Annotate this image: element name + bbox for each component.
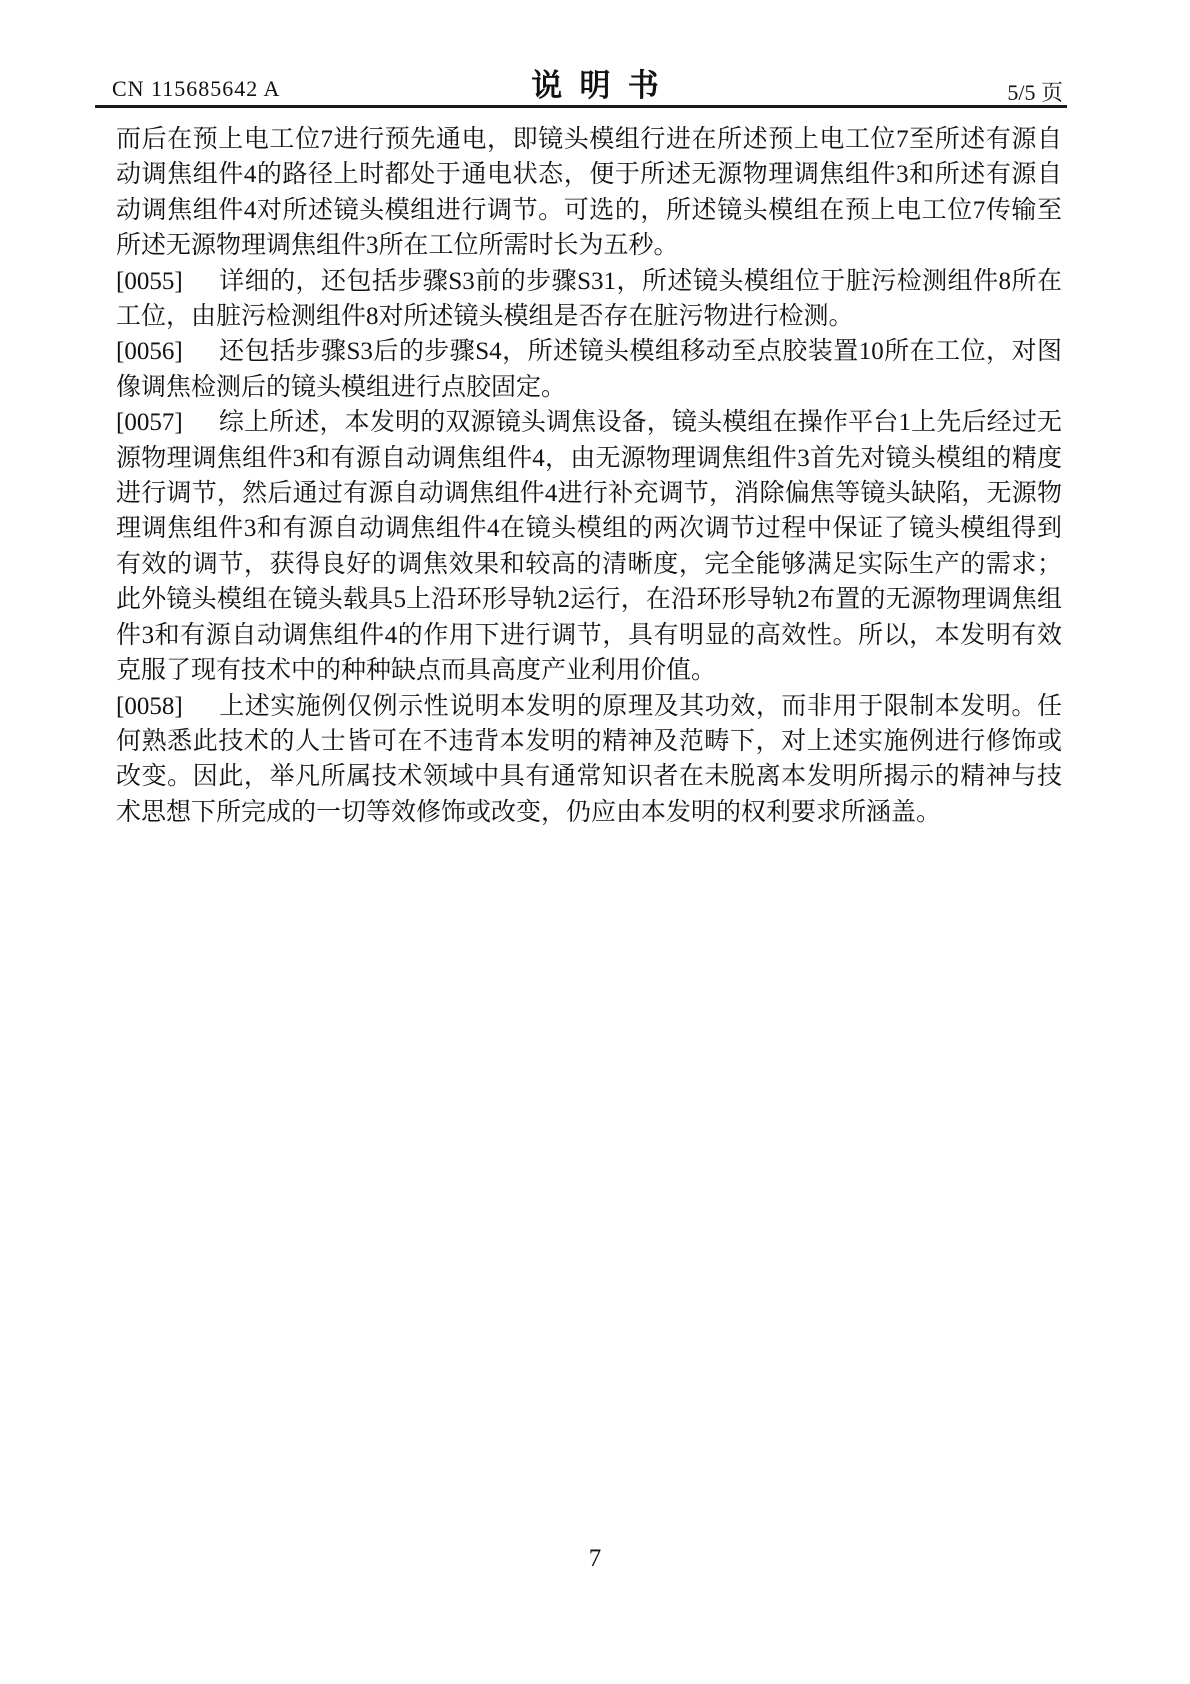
page-title: 说 明 书: [531, 68, 659, 103]
paragraph-text: 综上所述，本发明的双源镜头调焦设备，镜头模组在操作平台1上先后经过无源物理调焦组件3和有源自动调焦组件4，由无源物理调焦组件3首先对镜头模组的精度进行调节，然后通过有源自动调焦组件4进行补充调节，消除偏焦等镜头缺陷，无源物理调焦组件3和有源自动调焦组件4在镜头模组的两次调节过程中保证了镜头模组得到有效的调节，获得良好的调焦效果和较高的清晰度，完全能够满足实际生产的需求；此外镜头模组在镜头载具5上沿环形导轨2运行，在沿环形导轨2布置的无源物理调焦组件3和有源自动调焦组件4的作用下进行调节，具有明显的高效性。所以，本发明有效克服了现有技术中的种种缺点而具高度产业利用价值。: [116, 409, 1062, 685]
paragraph-number: [0056]: [116, 338, 183, 366]
paragraph-text: 还包括步骤S3后的步骤S4，所述镜头模组移动至点胶装置10所在工位，对图像调焦检测后的镜头模组进行点胶固定。: [116, 338, 1062, 401]
paragraph-text: 详细的，还包括步骤S3前的步骤S31，所述镜头模组位于脏污检测组件8所在工位，由脏污检测组件8对所述镜头模组是否存在脏污物进行检测。: [116, 267, 1062, 331]
paragraph: [116, 264, 1062, 335]
paragraph: [116, 122, 1062, 264]
header-divider: [95, 105, 1067, 108]
paragraph-number: [0055]: [116, 267, 183, 295]
paragraph-text: 而后在预上电工位7进行预先通电，即镜头模组行进在所述预上电工位7至所述有源自动调焦组件4的路径上时都处于通电状态，便于所述无源物理调焦组件3和所述有源自动调焦组件4对所述镜头模组进行调节。可选的，所述镜头模组在预上电工位7传输至所述无源物理调焦组件3所在工位所需时长为五秒。: [116, 126, 1062, 260]
paragraph-number: [0057]: [116, 409, 183, 437]
paragraph: [116, 689, 1062, 831]
document-body: [116, 122, 1062, 830]
publication-number: CN 115685642 A: [112, 76, 281, 101]
paragraph: [116, 405, 1062, 688]
paragraph-number: [0058]: [116, 692, 183, 720]
paragraph-text: 上述实施例仅例示性说明本发明的原理及其功效，而非用于限制本发明。任何熟悉此技术的人士皆可在不违背本发明的精神及范畴下，对上述实施例进行修饰或改变。因此，举凡所属技术领域中具有通常知识者在未脱离本发明所揭示的精神与技术思想下所完成的一切等效修饰或改变，仍应由本发明的权利要求所涵盖。: [116, 692, 1062, 826]
footer-page-number: 7: [588, 1545, 602, 1572]
paragraph: [116, 334, 1062, 405]
page-indicator: 5/5 页: [1007, 80, 1063, 105]
